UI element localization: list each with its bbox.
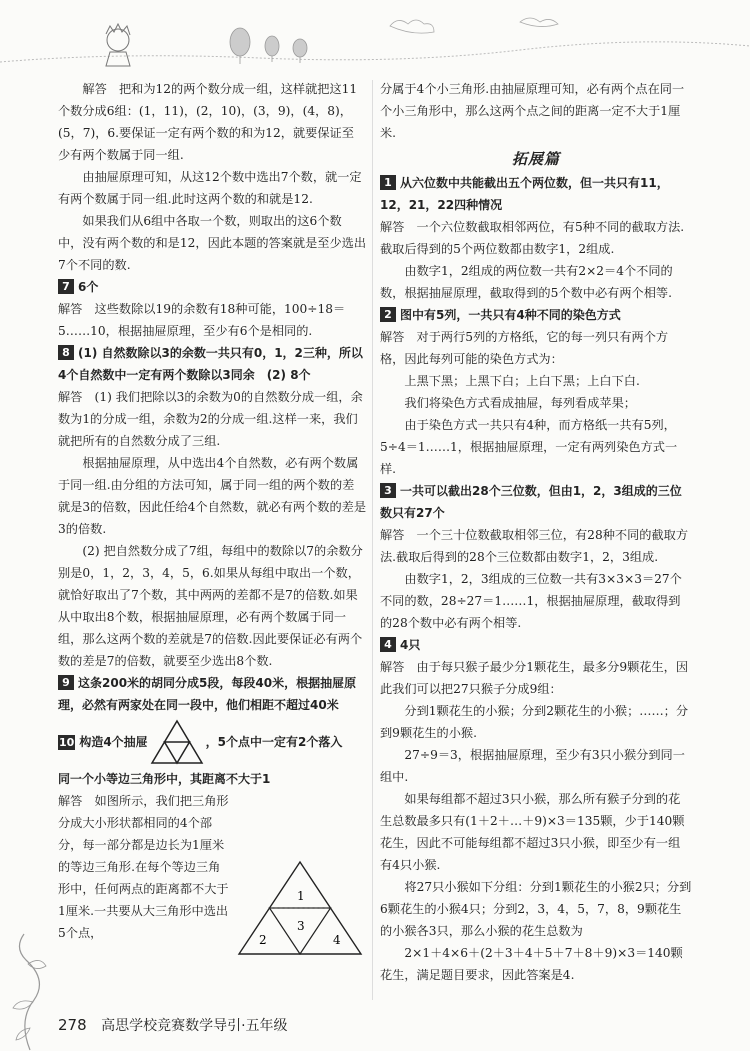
answer-text: 4只 [400, 638, 421, 652]
answer-text: 构造4个抽屉 [79, 735, 148, 749]
question-number: 8 [58, 345, 74, 360]
extension-1-title [380, 172, 692, 216]
figure-label: 4 [333, 933, 341, 947]
vine-decoration-icon [0, 930, 60, 1051]
extension-1-solution: 解答 一个六位数截取相邻两位，有5种不同的截取方法.截取后得到的5个两位数都由数字1，2组成. [380, 220, 685, 256]
paragraph: 分属于4个小三角形.由抽屉原理可知，必有两个点在同一个小三角形中，那么这两个点之间的距离一定不大于1厘米. [380, 82, 685, 140]
paragraph: 分到1颗花生的小猴；分到2颗花生的小猴；……；分到9颗花生的小猴. [380, 704, 689, 740]
question-number: 3 [380, 483, 396, 498]
extension-3-title [380, 480, 692, 524]
solution-8-part3: (2) 把自然数分成了7组，每组中的数除以7的余数分别是0，1，2，3，4，5，6.如果从每组中取出一个数，就恰好取出了7个数，其中两两的差都不是7的倍数.如果从中取出8个数，根据抽屉原理，必有两个数属于同一组，那么这两个数的差就是7的倍数.因此要保证必有两个数的差是7的倍数，就要至少选出8个数. [58, 544, 363, 668]
paragraph: 将27只小猴如下分组：分到1颗花生的小猴2只；分到6颗花生的小猴4只；分到2，3，4，5，7，8，9颗花生的小猴各3只，那么小猴的花生总数为 [380, 880, 692, 938]
answer-text: 这条200米的胡同分成5段，每段40米，根据抽屉原理，必然有两家处在同一段中，他们相距不超过40米 [58, 676, 357, 712]
paragraph: 27÷9＝3，根据抽屉原理，至少有3只小猴分到同一组中. [380, 748, 685, 784]
column-divider [372, 80, 373, 1000]
question-number: 1 [380, 175, 396, 190]
paragraph: 由数字1，2，3组成的三位数一共有3×3×3＝27个不同的数，28÷27＝1……1，根据抽屉原理，截取得到的28个数中必有两个相等. [380, 572, 682, 630]
question-number: 2 [380, 307, 396, 322]
header-illustration [0, 0, 750, 80]
answer-7-title [58, 276, 366, 298]
answer-text: 从六位数中共能截出五个两位数，但一共只有11，12，21，22四种情况 [380, 176, 669, 212]
extension-4-title [380, 634, 692, 656]
figure-label: 3 [297, 919, 305, 933]
book-title: 高思学校竞赛数学导引·五年级 [101, 1018, 288, 1034]
answer-9-title [58, 672, 366, 716]
answer-text: 6个 [78, 280, 99, 294]
paragraph: 由数字1，2组成的两位数一共有2×2＝4个不同的数，根据抽屉原理，截取得到的5个数中必有两个相等. [380, 264, 673, 300]
question-number: 7 [58, 279, 74, 294]
section-title: 拓展篇 [511, 150, 560, 168]
triangle-figure [235, 858, 365, 958]
paragraph: 由抽屉原理可知，从这12个数中选出7个数，就一定有两个数属于同一组.此时这两个数的和就是12. [58, 170, 362, 206]
extension-4-solution: 解答 由于每只猴子最少分1颗花生，最多分9颗花生，因此我们可以把27只猴子分成9组： [380, 660, 689, 696]
left-column [58, 78, 366, 944]
answer-10-title [58, 716, 366, 768]
figure-label: 2 [259, 933, 267, 947]
solution-8-part1: 解答 (1) 我们把除以3的余数为0的自然数分成一组，余数为1的分成一组，余数为2的分成一组.这样一来，我们就把所有的自然数分成了三组. [58, 390, 363, 448]
paragraph: 如果我们从6组中各取一个数，则取出的这6个数中，没有两个数的和是12，因此本题的答案就是至少选出7个不同的数. [58, 214, 367, 272]
paragraph: 上黑下黑；上黑下白；上白下黑；上白下白. [404, 374, 640, 388]
solution-8-part2: 根据抽屉原理，从中选出4个自然数，必有两个数属于同一组.由分组的方法可知，属于同一组的两个数的差就是3的倍数，因此任给4个自然数，就必有两个数的差是3的倍数. [58, 456, 367, 536]
solution-10: 解答 如图所示，我们把三角形分成大小形状都相同的4个部分，每一部分都是边长为1厘米的等边三角形.在每个等边三角形中，任何两点的距离都不大于1厘米.一共要从大三角形中选出5个点， [58, 794, 229, 940]
paragraph: 2×1＋4×6＋(2＋3＋4＋5＋7＋8＋9)×3＝140颗花生，满足题目要求，因此答案是4. [380, 946, 683, 982]
solution-7: 解答 这些数除以19的余数有18种可能，100÷18＝5……10，根据抽屉原理，至少有6个是相同的. [58, 302, 346, 338]
answer-8-title [58, 342, 366, 386]
answer-text: (1) 自然数除以3的余数一共只有0，1，2三种，所以4个自然数中一定有两个数除以3同余 (2) 8个 [58, 346, 363, 382]
extension-2-title [380, 304, 692, 326]
extension-2-solution: 解答 对于两行5列的方格纸，它的每一列只有两个方格，因此每列可能的染色方式为： [380, 330, 669, 366]
question-number: 10 [59, 735, 75, 749]
page-number: 278 [58, 1016, 87, 1034]
answer-10-title-cont: 同一个小等边三角形中，其距离不大于1 [58, 772, 271, 786]
paragraph: 由于染色方式一共只有4种，而方格纸一共有5列，5÷4＝1……1，根据抽屉原理，一定有两列染色方式一样. [380, 418, 678, 476]
right-column [380, 78, 692, 986]
small-triangle-figure [150, 719, 204, 765]
figure-label: 1 [297, 889, 305, 903]
paragraph: 解答 把和为12的两个数分成一组，这样就把这11个数分成6组：(1，11)，(2，10)，(3，9)，(4，8)，(5，7)，6.要保证一定有两个数的和为12，就要保证至少有两个数属于同一组. [58, 82, 358, 162]
answer-text: 图中有5列，一共只有4种不同的染色方式 [400, 308, 621, 322]
answer-text: 一共可以截出28个三位数，但由1，2，3组成的三位数只有27个 [380, 484, 682, 520]
extension-3-solution: 解答 一个三十位数截取相邻三位，有28种不同的截取方法.截取后得到的28个三位数都由数字1，2，3组成. [380, 528, 689, 564]
answer-text: ，5个点中一定有2个落入 [205, 735, 343, 749]
cartoon-boy-icon [106, 24, 130, 66]
paragraph: 我们将染色方式看成抽屉，每列看成苹果； [404, 396, 636, 410]
page-footer [58, 1015, 288, 1035]
cloud-icon [390, 18, 558, 33]
question-number: 9 [58, 675, 74, 690]
paragraph: 如果每组都不超过3只小猴，那么所有猴子分到的花生总数最多只有(1＋2＋…＋9)×3＝135颗，少于140颗花生，因此不可能每组都不超过3只小猴，即至少有一组有4只小猴. [380, 792, 685, 872]
question-number: 4 [380, 637, 396, 652]
